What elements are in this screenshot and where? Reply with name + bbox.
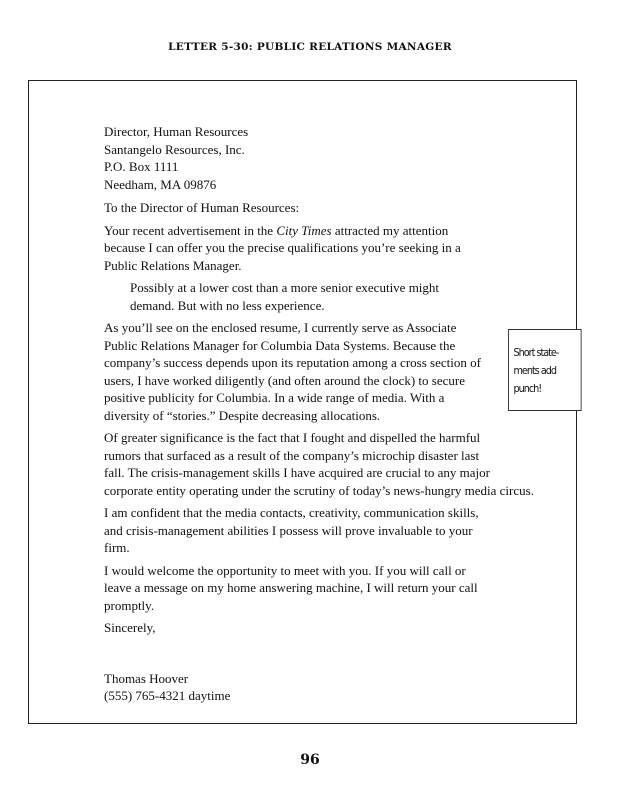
signature-phone: (555) 765-4321 daytime bbox=[104, 688, 231, 703]
paragraph-line: Possibly at a lower cost than a more senior executive might bbox=[130, 280, 440, 295]
text-segment: Your recent advertisement in the bbox=[104, 222, 277, 238]
paragraph-line: because I can offer you the precise qualifications you’re seeking in a bbox=[104, 240, 461, 255]
paragraph-closing bbox=[104, 562, 564, 615]
paragraph-line: I am confident that the media contacts, creativity, communication skills, bbox=[104, 505, 479, 520]
publication-name: City Times bbox=[276, 222, 332, 238]
page-number: 96 bbox=[300, 752, 320, 768]
paragraph-line: Public Relations Manager for Columbia Data Systems. Because the bbox=[104, 337, 456, 353]
paragraph-line: fall. The crisis-management skills I have acquired are crucial to any major bbox=[104, 465, 490, 480]
complimentary-close bbox=[104, 619, 564, 637]
address-line: P.O. Box 1111 bbox=[104, 159, 179, 174]
text-segment: attracted my attention bbox=[331, 222, 449, 238]
signature-name: Thomas Hoover bbox=[104, 670, 189, 686]
address-line: Director, Human Resources bbox=[104, 124, 249, 139]
paragraph-experience bbox=[104, 319, 564, 424]
signature-space bbox=[104, 642, 564, 670]
paragraph-line: diversity of “stories.” Despite decreasing allocations. bbox=[104, 407, 381, 423]
note-line: ments add bbox=[513, 365, 556, 377]
paragraph-line: leave a message on my home answering machine, I will return your call bbox=[104, 580, 478, 595]
letter-body bbox=[104, 123, 564, 710]
paragraph-line: I would welcome the opportunity to meet with you. If you will call or bbox=[104, 562, 466, 578]
paragraph-line: company’s success depends upon its reputation among a cross section of bbox=[104, 355, 481, 370]
paragraph-line: rumors that surfaced as a result of the company’s microchip disaster last bbox=[104, 447, 480, 463]
paragraph-indented bbox=[130, 279, 564, 314]
paragraph-line: firm. bbox=[104, 540, 130, 555]
paragraph-line: Public Relations Manager. bbox=[104, 257, 242, 273]
margin-note bbox=[508, 329, 582, 411]
paragraph-line: promptly. bbox=[104, 597, 155, 613]
paragraph-line: and crisis-management abilities I possess will prove invaluable to your bbox=[104, 522, 473, 538]
address-line: Needham, MA 09876 bbox=[104, 176, 217, 192]
recipient-address bbox=[104, 123, 564, 193]
page-header: LETTER 5-30: PUBLIC RELATIONS MANAGER bbox=[168, 41, 452, 53]
closing-text: Sincerely, bbox=[104, 620, 156, 635]
salutation-text: To the Director of Human Resources: bbox=[104, 200, 300, 215]
paragraph-line: corporate entity operating under the scrutiny of today’s news-hungry media circus. bbox=[104, 482, 534, 498]
paragraph-intro bbox=[104, 222, 564, 275]
paragraph-line: users, I have worked diligently (and often around the clock) to secure bbox=[104, 372, 465, 388]
paragraph-line: demand. But with no less experience. bbox=[130, 297, 325, 313]
salutation bbox=[104, 199, 564, 217]
note-line: Short state- bbox=[513, 347, 559, 359]
paragraph-line: As you’ll see on the enclosed resume, I currently serve as Associate bbox=[104, 320, 457, 335]
note-line: punch! bbox=[513, 383, 542, 395]
address-line: Santangelo Resources, Inc. bbox=[104, 141, 245, 157]
paragraph-confidence bbox=[104, 504, 564, 557]
paragraph-line bbox=[104, 222, 564, 240]
paragraph-significance bbox=[104, 429, 564, 499]
paragraph-line: positive publicity for Columbia. In a wide range of media. With a bbox=[104, 390, 445, 405]
signature-block bbox=[104, 670, 564, 705]
paragraph-line: Of greater significance is the fact that I fought and dispelled the harmful bbox=[104, 430, 481, 445]
